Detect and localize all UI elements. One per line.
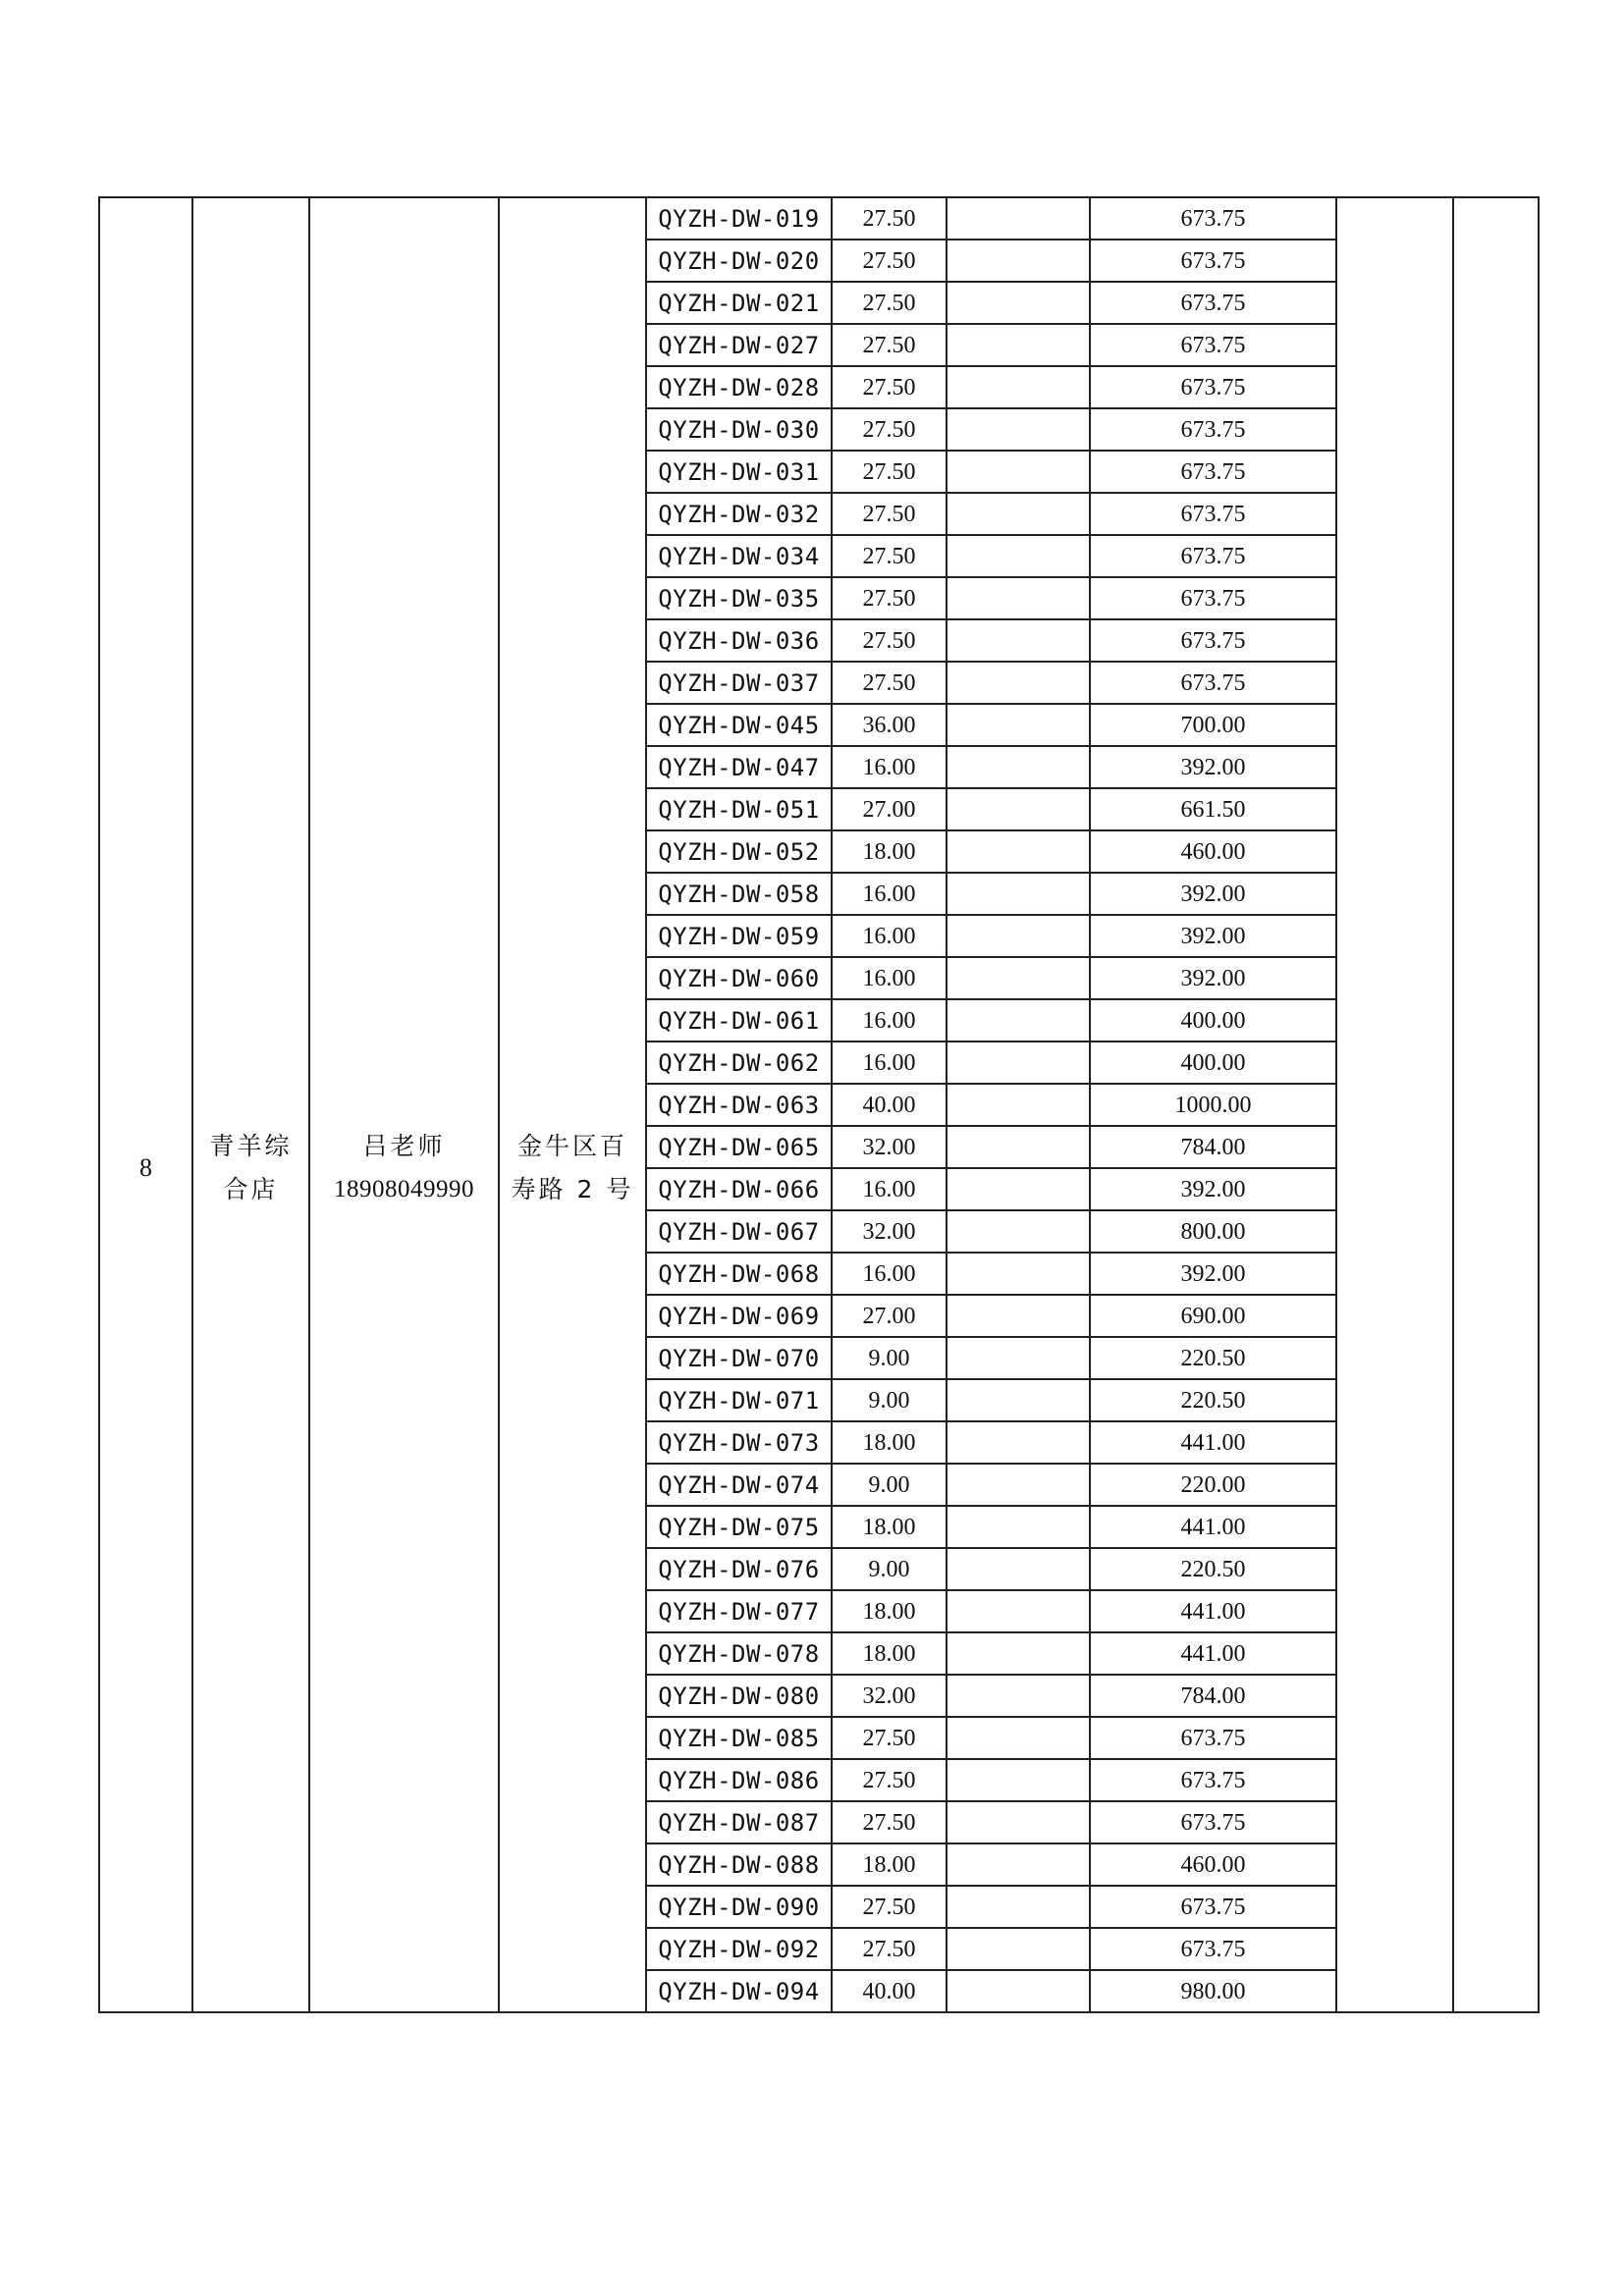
blank-cell xyxy=(947,535,1090,577)
blank-cell xyxy=(947,1506,1090,1548)
booth-amount: 673.75 xyxy=(1090,662,1336,704)
table-row xyxy=(99,197,1539,240)
booth-area: 27.50 xyxy=(832,662,947,704)
booth-code: QYZH-DW-045 xyxy=(646,704,832,746)
blank-cell xyxy=(947,1295,1090,1337)
blank-cell xyxy=(947,1464,1090,1506)
booth-code: QYZH-DW-070 xyxy=(646,1337,832,1379)
blank-merged-cell xyxy=(1336,197,1453,2012)
address-line2: 寿路 2 号 xyxy=(511,1174,634,1203)
blank-cell xyxy=(947,1041,1090,1084)
booth-area: 9.00 xyxy=(832,1464,947,1506)
booth-amount: 673.75 xyxy=(1090,1801,1336,1843)
blank-cell xyxy=(947,619,1090,662)
booth-area: 32.00 xyxy=(832,1675,947,1717)
booth-area: 18.00 xyxy=(832,1843,947,1886)
booth-area: 27.50 xyxy=(832,619,947,662)
booth-code: QYZH-DW-092 xyxy=(646,1928,832,1970)
booth-area: 16.00 xyxy=(832,873,947,915)
booth-amount: 441.00 xyxy=(1090,1590,1336,1632)
booth-code: QYZH-DW-071 xyxy=(646,1379,832,1421)
blank-cell xyxy=(947,1590,1090,1632)
booth-amount: 673.75 xyxy=(1090,1928,1336,1970)
booth-code: QYZH-DW-061 xyxy=(646,999,832,1041)
booth-area: 27.50 xyxy=(832,282,947,324)
blank-cell xyxy=(947,366,1090,408)
booth-code: QYZH-DW-059 xyxy=(646,915,832,957)
blank-cell xyxy=(947,1126,1090,1168)
booth-code: QYZH-DW-068 xyxy=(646,1253,832,1295)
booth-amount: 673.75 xyxy=(1090,1717,1336,1759)
booth-area: 27.50 xyxy=(832,493,947,535)
blank-cell xyxy=(947,1548,1090,1590)
blank-cell xyxy=(947,1843,1090,1886)
booth-amount: 784.00 xyxy=(1090,1675,1336,1717)
booth-amount: 392.00 xyxy=(1090,1168,1336,1210)
booth-area: 27.50 xyxy=(832,1886,947,1928)
booth-area: 32.00 xyxy=(832,1126,947,1168)
booth-amount: 441.00 xyxy=(1090,1421,1336,1464)
booth-amount: 673.75 xyxy=(1090,282,1336,324)
blank-cell xyxy=(947,873,1090,915)
booth-area: 27.50 xyxy=(832,1801,947,1843)
booth-code: QYZH-DW-052 xyxy=(646,830,832,873)
booth-code: QYZH-DW-021 xyxy=(646,282,832,324)
booth-code: QYZH-DW-034 xyxy=(646,535,832,577)
booth-code: QYZH-DW-062 xyxy=(646,1041,832,1084)
booth-code: QYZH-DW-030 xyxy=(646,408,832,451)
booth-code: QYZH-DW-069 xyxy=(646,1295,832,1337)
blank-cell xyxy=(947,1717,1090,1759)
blank-cell xyxy=(947,493,1090,535)
booth-amount: 673.75 xyxy=(1090,451,1336,493)
blank-cell xyxy=(947,1253,1090,1295)
booth-code: QYZH-DW-066 xyxy=(646,1168,832,1210)
blank-cell xyxy=(947,1675,1090,1717)
store-index: 8 xyxy=(139,1152,152,1182)
blank-cell xyxy=(947,1168,1090,1210)
booth-amount: 220.50 xyxy=(1090,1337,1336,1379)
booth-amount: 673.75 xyxy=(1090,366,1336,408)
blank-cell xyxy=(947,704,1090,746)
booth-area: 32.00 xyxy=(832,1210,947,1253)
booth-amount: 460.00 xyxy=(1090,1843,1336,1886)
booth-area: 27.50 xyxy=(832,1717,947,1759)
booth-amount: 700.00 xyxy=(1090,704,1336,746)
booth-area: 27.50 xyxy=(832,535,947,577)
blank-cell xyxy=(947,1801,1090,1843)
booth-amount: 673.75 xyxy=(1090,240,1336,282)
address-cell xyxy=(499,197,646,2012)
booth-area: 18.00 xyxy=(832,1590,947,1632)
booth-code: QYZH-DW-051 xyxy=(646,788,832,830)
booth-code: QYZH-DW-047 xyxy=(646,746,832,788)
address-line1: 金牛区百 xyxy=(516,1131,627,1160)
booth-code: QYZH-DW-037 xyxy=(646,662,832,704)
blank-cell xyxy=(947,788,1090,830)
booth-amount: 673.75 xyxy=(1090,535,1336,577)
booth-code: QYZH-DW-075 xyxy=(646,1506,832,1548)
booth-code: QYZH-DW-020 xyxy=(646,240,832,282)
booth-code: QYZH-DW-019 xyxy=(646,197,832,240)
booth-area: 18.00 xyxy=(832,830,947,873)
booth-code: QYZH-DW-076 xyxy=(646,1548,832,1590)
store-name-line1: 青羊综 xyxy=(209,1131,293,1160)
booth-amount: 800.00 xyxy=(1090,1210,1336,1253)
booth-amount: 673.75 xyxy=(1090,1886,1336,1928)
booth-code: QYZH-DW-060 xyxy=(646,957,832,999)
booth-area: 16.00 xyxy=(832,957,947,999)
booth-area: 9.00 xyxy=(832,1548,947,1590)
store-index-cell xyxy=(99,197,192,2012)
store-name-cell xyxy=(192,197,309,2012)
booth-code: QYZH-DW-065 xyxy=(646,1126,832,1168)
blank-cell xyxy=(947,324,1090,366)
blank-cell xyxy=(947,1379,1090,1421)
booth-amount: 690.00 xyxy=(1090,1295,1336,1337)
booth-code: QYZH-DW-036 xyxy=(646,619,832,662)
booth-area: 27.50 xyxy=(832,240,947,282)
booth-area: 9.00 xyxy=(832,1337,947,1379)
blank-cell xyxy=(947,197,1090,240)
blank-cell xyxy=(947,1886,1090,1928)
booth-code: QYZH-DW-087 xyxy=(646,1801,832,1843)
booth-area: 16.00 xyxy=(832,1168,947,1210)
booth-code: QYZH-DW-031 xyxy=(646,451,832,493)
booth-amount: 460.00 xyxy=(1090,830,1336,873)
blank-cell xyxy=(947,915,1090,957)
booth-amount: 673.75 xyxy=(1090,408,1336,451)
blank-cell xyxy=(947,240,1090,282)
booth-amount: 661.50 xyxy=(1090,788,1336,830)
booth-area: 27.00 xyxy=(832,1295,947,1337)
booth-area: 27.50 xyxy=(832,366,947,408)
booth-amount: 441.00 xyxy=(1090,1506,1336,1548)
booth-code: QYZH-DW-078 xyxy=(646,1632,832,1675)
booth-area: 27.50 xyxy=(832,451,947,493)
blank-cell xyxy=(947,999,1090,1041)
booth-amount: 673.75 xyxy=(1090,1759,1336,1801)
blank-cell xyxy=(947,957,1090,999)
booth-code: QYZH-DW-073 xyxy=(646,1421,832,1464)
document-page xyxy=(98,196,1538,2013)
booth-amount: 441.00 xyxy=(1090,1632,1336,1675)
blank-cell xyxy=(947,662,1090,704)
blank-cell xyxy=(947,451,1090,493)
booth-amount: 673.75 xyxy=(1090,577,1336,619)
blank-cell xyxy=(947,830,1090,873)
booth-amount: 220.00 xyxy=(1090,1464,1336,1506)
booth-amount: 220.50 xyxy=(1090,1548,1336,1590)
contact-phone: 18908049990 xyxy=(334,1175,474,1202)
booth-area: 18.00 xyxy=(832,1632,947,1675)
booth-amount: 673.75 xyxy=(1090,197,1336,240)
booth-code: QYZH-DW-067 xyxy=(646,1210,832,1253)
booth-area: 18.00 xyxy=(832,1421,947,1464)
booth-area: 9.00 xyxy=(832,1379,947,1421)
booth-area: 36.00 xyxy=(832,704,947,746)
blank-cell xyxy=(947,746,1090,788)
booth-code: QYZH-DW-035 xyxy=(646,577,832,619)
booth-area: 27.50 xyxy=(832,408,947,451)
booth-code: QYZH-DW-027 xyxy=(646,324,832,366)
booth-area: 27.50 xyxy=(832,1928,947,1970)
booth-area: 27.00 xyxy=(832,788,947,830)
booth-code: QYZH-DW-094 xyxy=(646,1970,832,2012)
blank-cell xyxy=(947,1084,1090,1126)
booth-code: QYZH-DW-032 xyxy=(646,493,832,535)
blank-cell xyxy=(947,1970,1090,2012)
booth-code: QYZH-DW-090 xyxy=(646,1886,832,1928)
booth-code: QYZH-DW-063 xyxy=(646,1084,832,1126)
booth-amount: 392.00 xyxy=(1090,1253,1336,1295)
booth-amount: 392.00 xyxy=(1090,873,1336,915)
booth-area: 16.00 xyxy=(832,999,947,1041)
blank-cell xyxy=(947,1632,1090,1675)
booth-amount: 392.00 xyxy=(1090,746,1336,788)
booth-area: 16.00 xyxy=(832,1041,947,1084)
booth-code: QYZH-DW-085 xyxy=(646,1717,832,1759)
booth-amount: 400.00 xyxy=(1090,1041,1336,1084)
blank-cell xyxy=(947,1421,1090,1464)
booth-area: 27.50 xyxy=(832,324,947,366)
blank-cell xyxy=(947,577,1090,619)
booth-code: QYZH-DW-077 xyxy=(646,1590,832,1632)
booth-area: 16.00 xyxy=(832,915,947,957)
blank-merged-cell xyxy=(1453,197,1539,2012)
contact-name: 吕老师 xyxy=(362,1131,446,1160)
booth-amount: 980.00 xyxy=(1090,1970,1336,2012)
booth-area: 27.50 xyxy=(832,577,947,619)
blank-cell xyxy=(947,1759,1090,1801)
booth-amount: 673.75 xyxy=(1090,619,1336,662)
booth-amount: 392.00 xyxy=(1090,915,1336,957)
blank-cell xyxy=(947,408,1090,451)
booth-amount: 392.00 xyxy=(1090,957,1336,999)
booth-amount: 673.75 xyxy=(1090,493,1336,535)
booth-code: QYZH-DW-058 xyxy=(646,873,832,915)
booth-code: QYZH-DW-086 xyxy=(646,1759,832,1801)
blank-cell xyxy=(947,282,1090,324)
booth-code: QYZH-DW-080 xyxy=(646,1675,832,1717)
booth-amount: 1000.00 xyxy=(1090,1084,1336,1126)
contact-cell xyxy=(309,197,499,2012)
store-name-line2: 合店 xyxy=(223,1174,279,1203)
booth-amount: 784.00 xyxy=(1090,1126,1336,1168)
booth-code: QYZH-DW-088 xyxy=(646,1843,832,1886)
booth-code: QYZH-DW-028 xyxy=(646,366,832,408)
booth-area: 27.50 xyxy=(832,197,947,240)
blank-cell xyxy=(947,1210,1090,1253)
booth-code: QYZH-DW-074 xyxy=(646,1464,832,1506)
booth-area: 40.00 xyxy=(832,1970,947,2012)
booth-area: 16.00 xyxy=(832,746,947,788)
blank-cell xyxy=(947,1928,1090,1970)
booth-area: 18.00 xyxy=(832,1506,947,1548)
booth-rental-table xyxy=(98,196,1540,2013)
table-body xyxy=(99,197,1539,2012)
booth-area: 27.50 xyxy=(832,1759,947,1801)
booth-area: 16.00 xyxy=(832,1253,947,1295)
booth-amount: 673.75 xyxy=(1090,324,1336,366)
booth-amount: 220.50 xyxy=(1090,1379,1336,1421)
blank-cell xyxy=(947,1337,1090,1379)
booth-amount: 400.00 xyxy=(1090,999,1336,1041)
booth-area: 40.00 xyxy=(832,1084,947,1126)
